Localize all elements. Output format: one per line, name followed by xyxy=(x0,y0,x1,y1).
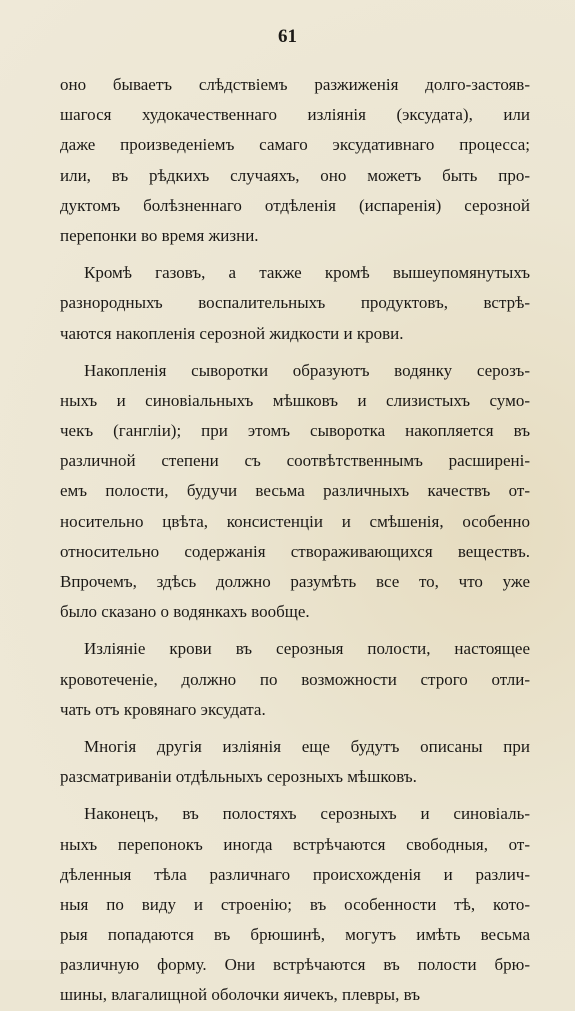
text-line: ныя по виду и строенію; въ особенности тѣ, кото- xyxy=(60,894,530,914)
paragraph xyxy=(60,732,530,792)
text-line: оно бываетъ слѣдствіемъ разжиженія долго-застояв- xyxy=(60,75,530,94)
text-line: относительно содержанія створаживающихся веществъ. xyxy=(60,541,530,561)
text-line: Впрочемъ, здѣсь должно разумѣть все то, что уже xyxy=(60,572,530,591)
text-line: различную форму. Они встрѣчаются въ полости брю- xyxy=(60,955,530,975)
paragraph xyxy=(60,799,530,1010)
text-line: Кромѣ газовъ, а также кромѣ вышеупомянутыхъ xyxy=(84,263,530,283)
text-line: рыя попадаются въ брюшинѣ, могутъ имѣть весьма xyxy=(60,925,530,945)
text-line: дѣленныя тѣла различнаго происхожденія и различ- xyxy=(60,864,530,884)
text-line: емъ полости, будучи весьма различныхъ качествъ от- xyxy=(60,481,530,501)
paragraph xyxy=(60,258,530,349)
text-line: было сказано о водянкахъ вообще. xyxy=(60,602,310,622)
text-line: носительно цвѣта, консистенціи и смѣшенія, особенно xyxy=(60,511,530,531)
text-line: кровотеченіе, должно по возможности строго отли- xyxy=(60,669,530,689)
text-line: разнородныхъ воспалительныхъ продуктовъ, встрѣ- xyxy=(60,293,530,313)
text-line: ныхъ и синовіальныхъ мѣшковъ и слизистыхъ сумо- xyxy=(60,390,530,410)
page-number: 61 xyxy=(278,26,297,47)
text-line: шины, влагалищной оболочки яичекъ, плевры, въ xyxy=(60,985,420,1005)
text-line: Изліяніе крови въ серозныя полости, настоящее xyxy=(84,639,530,659)
paragraph xyxy=(60,634,530,725)
body-text xyxy=(60,70,530,1011)
text-line: дуктомъ болѣзненнаго отдѣленія (испаренія) серозной xyxy=(60,195,530,215)
text-line: Многія другія изліянія еще будутъ описаны при xyxy=(84,736,530,756)
text-line: перепонки во время жизни. xyxy=(60,225,259,245)
text-line: Наконецъ, въ полостяхъ серозныхъ и синовіаль- xyxy=(84,804,530,824)
text-line: ныхъ перепонокъ иногда встрѣчаются свободныя, от- xyxy=(60,834,530,854)
text-line: или, въ рѣдкихъ случаяхъ, оно можетъ быть про- xyxy=(60,165,530,185)
text-line: чать отъ кровянаго эксудата. xyxy=(60,699,266,719)
text-line: даже произведеніемъ самаго эксудативнаго процесса; xyxy=(60,135,530,155)
text-line: Накопленія сыворотки образуютъ водянку серозъ- xyxy=(84,360,530,380)
paragraph xyxy=(60,70,530,251)
text-line: разсматриваніи отдѣльныхъ серозныхъ мѣшковъ. xyxy=(60,767,417,787)
text-line: шагося худокачественнаго изліянія (эксудата), или xyxy=(60,105,530,125)
paragraph xyxy=(60,356,530,628)
text-line: различной степени съ соотвѣтственнымъ расширені- xyxy=(60,451,530,471)
text-line: чекъ (гангліи); при этомъ сыворотка накопляется въ xyxy=(60,421,530,441)
text-line: чаются накопленія серозной жидкости и крови. xyxy=(60,323,404,343)
